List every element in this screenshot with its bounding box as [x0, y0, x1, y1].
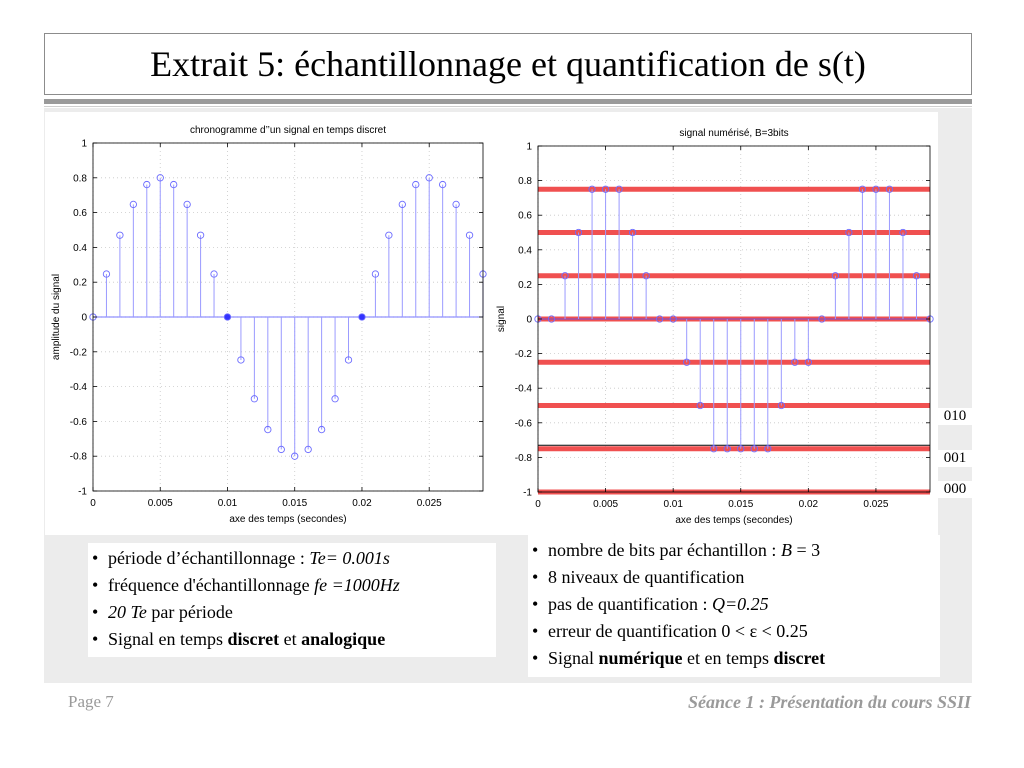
y-tick-label: 0.6 — [73, 208, 87, 220]
y-tick-label: 0.4 — [518, 245, 532, 257]
bullet-text: nombre de bits par échantillon : — [548, 540, 781, 560]
right-bullet-item — [528, 645, 940, 672]
bullet-text: discret — [773, 648, 826, 668]
x-axis-label: axe des temps (secondes) — [229, 514, 347, 525]
bullet-text: analogique — [301, 629, 386, 649]
bullet-text: par période — [146, 602, 233, 622]
y-axis-label: signal — [496, 305, 507, 333]
y-tick-label: 0.6 — [518, 210, 532, 222]
x-tick-label: 0.015 — [282, 498, 308, 509]
y-tick-label: 1 — [526, 141, 532, 153]
bullet-text: 20 Te — [108, 602, 147, 622]
x-tick-label: 0.025 — [416, 498, 442, 509]
y-tick-label: -0.4 — [69, 382, 87, 394]
bullet-text: Signal — [548, 648, 599, 668]
bullet-text: et — [279, 629, 302, 649]
y-tick-label: 1 — [81, 138, 87, 150]
y-tick-label: 0.2 — [73, 277, 87, 289]
slide-title: Extrait 5: échantillonnage et quantification de s(t) — [150, 44, 866, 84]
y-tick-label: -1 — [78, 486, 87, 498]
left-bullet-item — [88, 626, 496, 653]
stem-marker — [359, 314, 365, 320]
chart-title: signal numérisé, B=3bits — [679, 128, 789, 139]
bullet-text: pas de quantification : — [548, 594, 712, 614]
code-label-000: 000 — [935, 481, 975, 498]
bullet-text: B — [780, 540, 792, 560]
bullet-text: période d’échantillonnage : — [108, 548, 310, 568]
right-plot-panel — [490, 112, 938, 535]
right-bullet-item — [528, 564, 940, 591]
x-tick-label: 0.005 — [147, 498, 173, 509]
y-tick-label: -0.2 — [69, 347, 87, 359]
x-tick-label: 0.02 — [798, 499, 819, 510]
left-bullet-item — [88, 572, 496, 599]
course-footer: Séance 1 : Présentation du cours SSII — [687, 692, 971, 712]
x-tick-label: 0.01 — [663, 499, 683, 510]
left-stem-chart — [45, 112, 495, 535]
right-bullet-box — [528, 535, 940, 677]
x-tick-label: 0.005 — [593, 499, 619, 510]
code-label-010: 010 — [935, 408, 975, 425]
right-bullet-item — [528, 618, 940, 645]
y-tick-label: 0.2 — [518, 279, 532, 291]
y-tick-label: -0.4 — [514, 383, 532, 395]
bullet-text: = 3 — [791, 540, 821, 560]
x-tick-label: 0.02 — [352, 498, 372, 509]
title-divider-thin — [44, 106, 972, 107]
x-tick-label: 0 — [90, 498, 96, 509]
x-axis-label: axe des temps (secondes) — [675, 515, 793, 526]
y-tick-label: -0.6 — [514, 418, 532, 430]
chart-title: chronogramme d’’un signal en temps discret — [189, 125, 387, 136]
y-tick-label: -0.2 — [514, 349, 532, 361]
bullet-text: fréquence d'échantillonnage — [108, 575, 315, 595]
x-tick-label: 0.01 — [217, 498, 238, 509]
right-bullet-item — [528, 537, 940, 564]
left-bullet-item — [88, 545, 496, 572]
left-bullet-item — [88, 599, 496, 626]
bullet-text: 8 niveaux de quantification — [548, 567, 745, 587]
y-tick-label: 0.8 — [518, 176, 532, 188]
x-tick-label: 0.025 — [863, 499, 889, 510]
y-tick-label: -0.8 — [514, 452, 532, 464]
title-divider — [44, 99, 972, 104]
bullet-text: fe =1000Hz — [314, 575, 400, 595]
y-axis-label: amplitude du signal — [51, 273, 62, 361]
bullet-text: Te= 0.001s — [309, 548, 390, 568]
x-tick-label: 0.015 — [728, 499, 754, 510]
left-bullet-box — [88, 543, 496, 657]
left-bullet-list — [88, 545, 496, 653]
bullet-text: discret — [227, 629, 280, 649]
y-tick-label: -0.8 — [69, 451, 87, 463]
x-tick-label: 0 — [535, 499, 541, 510]
bullet-text: erreur de quantification 0 < ε < 0.25 — [548, 621, 808, 641]
y-tick-label: 0 — [81, 312, 87, 324]
right-quantized-chart — [490, 112, 938, 535]
y-tick-label: 0.4 — [73, 242, 87, 254]
stem-marker — [224, 314, 230, 320]
bullet-text: Signal en temps — [108, 629, 228, 649]
y-tick-label: 0.8 — [73, 173, 87, 185]
left-plot-panel — [45, 112, 495, 535]
bullet-text: et en temps — [682, 648, 774, 668]
bullet-text: numérique — [598, 648, 683, 668]
right-bullet-list — [528, 537, 940, 672]
y-tick-label: -1 — [523, 487, 532, 499]
right-bullet-item — [528, 591, 940, 618]
slide-title-box — [44, 33, 972, 95]
code-label-001: 001 — [935, 450, 975, 467]
bullet-text: Q=0.25 — [711, 594, 769, 614]
y-tick-label: -0.6 — [69, 416, 87, 428]
y-tick-label: 0 — [526, 314, 532, 326]
page-number: Page 7 — [68, 692, 114, 711]
